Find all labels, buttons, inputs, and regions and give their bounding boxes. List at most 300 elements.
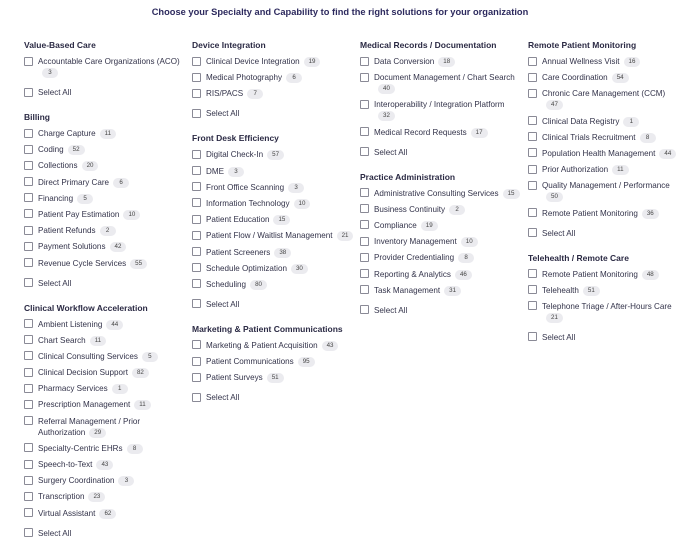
select-all-label: Select All [374, 305, 408, 315]
count-badge: 16 [624, 57, 641, 67]
select-all-front-desk-efficiency[interactable] [192, 299, 354, 310]
option-text: Chart Search [38, 335, 86, 345]
filter-group-title: Medical Records / Documentation [360, 40, 497, 50]
count-badge: 11 [90, 336, 106, 346]
filter-option-label [542, 164, 629, 175]
column-2 [192, 40, 354, 417]
filter-option-marketing-patient-acquisition[interactable] [192, 340, 354, 351]
filter-group-clinical-workflow-acceleration [24, 303, 184, 537]
option-text: Referral Management / Prior Authorization [38, 416, 141, 437]
filter-option-telephone-triage-after-hours-care[interactable] [528, 301, 678, 323]
option-text: Business Continuity [374, 204, 446, 214]
count-badge: 5 [77, 194, 93, 204]
checkbox[interactable] [192, 263, 201, 272]
count-badge: 10 [294, 199, 311, 209]
option-text: Patient Surveys [206, 373, 263, 383]
count-badge: 20 [82, 161, 99, 171]
filter-option-charge-capture[interactable] [24, 128, 184, 139]
filter-option-label [38, 335, 106, 346]
filter-group-title: Clinical Workflow Acceleration [24, 302, 148, 313]
option-text: RIS/PACS [206, 89, 244, 99]
filter-option-document-management-chart-search[interactable] [360, 72, 522, 94]
select-all-medical-records-documentation[interactable] [360, 147, 522, 158]
select-all-label: Select All [206, 299, 240, 309]
option-text: Clinical Trials Recruitment [542, 132, 636, 142]
count-badge: 19 [421, 221, 438, 231]
checkbox[interactable] [192, 182, 201, 191]
filter-option-specialty-centric-ehrs[interactable] [24, 443, 184, 454]
filter-option-telehealth[interactable] [528, 285, 678, 296]
filter-option-label [38, 475, 134, 486]
option-text: Patient Screeners [206, 247, 271, 257]
checkbox[interactable] [528, 269, 537, 278]
filter-option-label [38, 367, 149, 378]
checkbox[interactable] [360, 73, 369, 82]
checkbox[interactable] [192, 89, 201, 98]
checkbox[interactable] [24, 319, 33, 328]
count-badge: 1 [623, 117, 639, 127]
checkbox[interactable] [528, 148, 537, 157]
checkbox[interactable] [528, 57, 537, 66]
filter-option-label [206, 149, 284, 160]
filter-option-referral-management-prior-authorization[interactable] [24, 416, 184, 438]
filter-option-chart-search[interactable] [24, 335, 184, 346]
checkbox[interactable] [24, 508, 33, 517]
option-text: Clinical Device Integration [206, 57, 300, 66]
filter-option-population-health-management[interactable] [528, 148, 678, 159]
filter-option-label [206, 88, 263, 99]
option-text: Telephone Triage / After-Hours Care [542, 301, 672, 311]
checkbox[interactable] [528, 285, 537, 294]
checkbox[interactable] [360, 188, 369, 197]
filter-option-patient-flow-waitlist-management[interactable] [192, 230, 354, 241]
filter-group-title: Remote Patient Monitoring [528, 40, 637, 50]
filter-group-medical-records-documentation [360, 40, 522, 158]
count-badge: 6 [286, 73, 302, 83]
filter-option-coding[interactable] [24, 144, 184, 155]
filter-option-prescription-management[interactable] [24, 399, 184, 410]
filter-option-task-management[interactable] [360, 285, 522, 296]
checkbox[interactable] [24, 129, 33, 138]
select-all-label: Select All [38, 528, 72, 537]
checkbox[interactable] [24, 88, 33, 97]
checkbox[interactable] [24, 528, 33, 537]
count-badge: 11 [100, 129, 116, 139]
checkbox[interactable] [192, 340, 201, 349]
checkbox[interactable] [360, 269, 369, 278]
option-text: Reporting & Analytics [374, 269, 451, 279]
option-text: Transcription [38, 492, 85, 502]
filter-option-patient-surveys[interactable] [192, 372, 354, 383]
filter-option-label [374, 99, 522, 121]
filter-option-label [38, 319, 123, 330]
option-text: Front Office Scanning [206, 182, 285, 192]
checkbox[interactable] [192, 231, 201, 240]
count-badge: 5 [142, 352, 158, 362]
checkbox[interactable] [528, 73, 537, 82]
filter-option-label [38, 209, 140, 220]
checkbox[interactable] [360, 127, 369, 136]
filter-option-label [38, 491, 105, 502]
checkbox[interactable] [528, 132, 537, 141]
count-badge: 52 [68, 145, 85, 155]
filter-option-label [38, 225, 116, 236]
checkbox[interactable] [192, 357, 201, 366]
filter-option-label [542, 301, 678, 323]
count-badge: 48 [642, 270, 659, 280]
checkbox[interactable] [360, 147, 369, 156]
count-badge: 44 [106, 320, 123, 330]
filter-option-patient-pay-estimation[interactable] [24, 209, 184, 220]
option-text: Medical Record Requests [374, 127, 467, 137]
filter-option-label [38, 399, 151, 410]
checkbox[interactable] [360, 100, 369, 109]
option-text: Payment Solutions [38, 242, 106, 252]
count-badge: 2 [100, 226, 116, 236]
option-text: Information Technology [206, 198, 290, 208]
option-text: Remote Patient Monitoring [542, 269, 638, 279]
option-text: Pharmacy Services [38, 384, 108, 394]
count-badge: 15 [273, 215, 290, 225]
count-badge: 55 [130, 259, 147, 269]
checkbox[interactable] [192, 279, 201, 288]
option-text: Compliance [374, 220, 417, 230]
page-title: Choose your Specialty and Capability to find the right solutions for your organization [151, 7, 529, 17]
filter-option-clinical-trials-recruitment[interactable] [528, 132, 678, 143]
checkbox[interactable] [360, 204, 369, 213]
count-badge: 44 [659, 149, 676, 159]
filter-group-practice-administration [360, 172, 522, 316]
checkbox[interactable] [24, 460, 33, 469]
count-badge: 19 [304, 57, 321, 67]
filter-option-label [374, 188, 520, 199]
select-all-label: Select All [542, 332, 576, 342]
filter-option-patient-screeners[interactable] [192, 247, 354, 258]
filter-option-administrative-consulting-services[interactable] [360, 188, 522, 199]
filter-option-label [38, 383, 128, 394]
select-all-remote-patient-monitoring[interactable] [528, 228, 678, 239]
option-text: Chronic Care Management (CCM) [542, 89, 666, 99]
select-all-practice-administration[interactable] [360, 305, 522, 316]
select-all-label: Select All [38, 88, 72, 97]
filter-option-payment-solutions[interactable] [24, 241, 184, 252]
column-1 [24, 40, 184, 537]
checkbox[interactable] [192, 247, 201, 256]
filter-option-label [38, 443, 143, 454]
checkbox[interactable] [528, 89, 537, 98]
filter-option-label [38, 241, 126, 252]
option-text: Schedule Optimization [206, 263, 287, 273]
filter-option-label [206, 166, 244, 177]
option-text: Annual Wellness Visit [542, 57, 620, 66]
filter-option-label [38, 160, 98, 171]
checkbox[interactable] [528, 208, 537, 217]
filter-option-annual-wellness-visit[interactable] [528, 56, 678, 67]
filter-option-label [206, 56, 320, 67]
count-badge: 21 [546, 313, 563, 323]
checkbox[interactable] [192, 198, 201, 207]
filter-option-front-office-scanning[interactable] [192, 182, 354, 193]
checkbox[interactable] [24, 226, 33, 235]
filter-option-schedule-optimization[interactable] [192, 263, 354, 274]
checkbox[interactable] [528, 301, 537, 310]
filter-option-label [38, 459, 113, 470]
checkbox[interactable] [24, 57, 33, 66]
filter-option-label [38, 193, 93, 204]
filter-option-label [206, 72, 302, 83]
filter-option-information-technology[interactable] [192, 198, 354, 209]
filter-option-provider-credentialing[interactable] [360, 252, 522, 263]
column-3 [360, 40, 522, 330]
filter-option-label [206, 198, 310, 209]
filter-option-label [206, 182, 304, 193]
option-text: Provider Credentialing [374, 253, 455, 263]
count-badge: 47 [546, 100, 563, 110]
count-badge: 11 [612, 165, 628, 175]
filter-option-label [542, 132, 656, 143]
filter-group-device-integration [192, 40, 354, 119]
filter-option-care-coordination[interactable] [528, 72, 678, 83]
count-badge: 8 [127, 444, 143, 454]
checkbox[interactable] [24, 193, 33, 202]
filter-option-label [38, 258, 147, 269]
filter-option-label [542, 285, 600, 296]
filter-option-virtual-assistant[interactable] [24, 508, 184, 519]
checkbox[interactable] [24, 335, 33, 344]
count-badge: 29 [89, 428, 106, 438]
filter-option-inventory-management[interactable] [360, 236, 522, 247]
filter-option-label [374, 285, 461, 296]
filter-option-patient-refunds[interactable] [24, 225, 184, 236]
checkbox[interactable] [24, 492, 33, 501]
checkbox[interactable] [24, 209, 33, 218]
checkbox[interactable] [24, 161, 33, 170]
filter-option-label [38, 177, 129, 188]
checkbox[interactable] [192, 215, 201, 224]
select-all-billing[interactable] [24, 278, 184, 289]
option-text: Patient Communications [206, 357, 294, 367]
checkbox[interactable] [528, 181, 537, 190]
option-text: Accountable Care Organizations (ACO) [38, 57, 180, 66]
filter-option-surgery-coordination[interactable] [24, 475, 184, 486]
option-text: Prescription Management [38, 400, 131, 410]
filter-option-interoperability-integration-platform[interactable] [360, 99, 522, 121]
filter-option-label [542, 180, 678, 202]
checkbox[interactable] [360, 237, 369, 246]
checkbox[interactable] [360, 220, 369, 229]
filter-option-ambient-listening[interactable] [24, 319, 184, 330]
checkbox[interactable] [24, 416, 33, 425]
filter-option-label [374, 236, 478, 247]
checkbox[interactable] [24, 384, 33, 393]
select-all-value-based-care[interactable] [24, 87, 184, 98]
filter-option-patient-communications[interactable] [192, 356, 354, 367]
count-badge: 38 [274, 248, 291, 258]
checkbox[interactable] [24, 145, 33, 154]
filter-group-title: Practice Administration [360, 171, 456, 182]
checkbox[interactable] [24, 258, 33, 267]
count-badge: 7 [247, 89, 263, 99]
filter-option-pharmacy-services[interactable] [24, 383, 184, 394]
filter-option-collections[interactable] [24, 160, 184, 171]
filter-option-compliance[interactable] [360, 220, 522, 231]
filter-option-digital-check-in[interactable] [192, 149, 354, 160]
filter-option-dme[interactable] [192, 166, 354, 177]
count-badge: 8 [640, 133, 656, 143]
checkbox[interactable] [360, 57, 369, 66]
checkbox[interactable] [24, 351, 33, 360]
select-all-label: Select All [374, 147, 408, 157]
count-badge: 36 [642, 209, 659, 219]
count-badge: 10 [123, 210, 140, 220]
option-text: Direct Primary Care [38, 177, 110, 187]
filter-group-marketing-patient-communications [192, 324, 354, 403]
filter-group-front-desk-efficiency [192, 133, 354, 310]
checkbox[interactable] [24, 368, 33, 377]
option-text: Marketing & Patient Acquisition [206, 340, 318, 350]
filter-option-ris-pacs[interactable] [192, 88, 354, 99]
select-all-telehealth-remote-care[interactable] [528, 332, 678, 343]
filter-option-clinical-data-registry[interactable] [528, 116, 678, 127]
checkbox[interactable] [24, 242, 33, 251]
checkbox[interactable] [24, 278, 33, 287]
checkbox[interactable] [24, 476, 33, 485]
option-text: Revenue Cycle Services [38, 258, 127, 268]
count-badge: 3 [118, 476, 134, 486]
select-all-label: Select All [38, 278, 72, 288]
filter-option-label [542, 148, 676, 159]
count-badge: 51 [583, 286, 600, 296]
filter-option-label [206, 214, 290, 225]
checkbox[interactable] [360, 285, 369, 294]
count-badge: 54 [612, 73, 629, 83]
checkbox[interactable] [24, 177, 33, 186]
filter-option-clinical-consulting-services[interactable] [24, 351, 184, 362]
column-4 [528, 40, 678, 357]
option-text: Clinical Decision Support [38, 368, 128, 378]
filter-option-label [374, 204, 465, 215]
option-text: Patient Flow / Waitlist Management [206, 231, 333, 241]
checkbox[interactable] [528, 165, 537, 174]
option-text: Inventory Management [374, 237, 457, 247]
option-text: Charge Capture [38, 129, 96, 138]
filter-option-transcription[interactable] [24, 491, 184, 502]
count-badge: 31 [444, 286, 461, 296]
checkbox[interactable] [24, 443, 33, 452]
option-text: Virtual Assistant [38, 508, 96, 518]
count-badge: 95 [298, 357, 315, 367]
count-badge: 42 [110, 242, 127, 252]
checkbox[interactable] [192, 73, 201, 82]
option-text: Task Management [374, 285, 441, 295]
filter-option-business-continuity[interactable] [360, 204, 522, 215]
option-text: Coding [38, 145, 64, 155]
checkbox[interactable] [360, 305, 369, 314]
select-all-marketing-patient-communications[interactable] [192, 392, 354, 403]
filter-option-medical-photography[interactable] [192, 72, 354, 83]
filter-option-medical-record-requests[interactable] [360, 127, 522, 138]
checkbox[interactable] [24, 400, 33, 409]
checkbox[interactable] [360, 253, 369, 262]
filter-option-revenue-cycle-services[interactable] [24, 258, 184, 269]
checkbox[interactable] [192, 373, 201, 382]
filter-group-title: Billing [24, 112, 50, 122]
filter-option-remote-patient-monitoring[interactable] [528, 208, 678, 219]
filter-option-label [38, 144, 85, 155]
count-badge: 82 [132, 368, 149, 378]
checkbox[interactable] [528, 116, 537, 125]
filter-option-label [542, 116, 639, 127]
checkbox[interactable] [192, 166, 201, 175]
filter-option-chronic-care-management-ccm[interactable] [528, 88, 678, 110]
checkbox[interactable] [528, 332, 537, 341]
checkbox[interactable] [192, 150, 201, 159]
checkbox[interactable] [192, 109, 201, 118]
filter-option-quality-management-performance[interactable] [528, 180, 678, 202]
checkbox[interactable] [528, 228, 537, 237]
filter-option-label [374, 252, 474, 263]
count-badge: 43 [322, 341, 339, 351]
filter-option-label [206, 340, 338, 351]
option-text: Data Conversion [374, 57, 435, 66]
filter-option-accountable-care-organizations-aco[interactable] [24, 56, 184, 78]
option-text: Remote Patient Monitoring [542, 208, 638, 218]
select-all-device-integration[interactable] [192, 108, 354, 119]
filter-option-speech-to-text[interactable] [24, 459, 184, 470]
filter-option-label [38, 508, 116, 519]
filter-option-label [542, 72, 629, 83]
count-badge: 40 [378, 84, 395, 94]
filter-option-label [38, 416, 184, 438]
filter-option-clinical-decision-support[interactable] [24, 367, 184, 378]
option-text: Interoperability / Integration Platform [374, 100, 505, 110]
filter-option-scheduling[interactable] [192, 279, 354, 290]
filter-option-direct-primary-care[interactable] [24, 177, 184, 188]
filter-option-remote-patient-monitoring[interactable] [528, 269, 678, 280]
filter-option-data-conversion[interactable] [360, 56, 522, 67]
filter-option-label [206, 372, 284, 383]
count-badge: 3 [228, 167, 244, 177]
count-badge: 3 [288, 183, 304, 193]
filter-option-reporting-analytics[interactable] [360, 269, 522, 280]
select-all-label: Select All [206, 109, 240, 119]
option-text: Medical Photography [206, 73, 283, 83]
filter-group-telehealth-remote-care [528, 253, 678, 343]
select-all-clinical-workflow-acceleration[interactable] [24, 528, 184, 537]
count-badge: 43 [96, 460, 113, 470]
option-text: Prior Authorization [542, 165, 609, 175]
filter-group-billing [24, 112, 184, 289]
count-badge: 18 [438, 57, 455, 67]
filter-option-financing[interactable] [24, 193, 184, 204]
option-text: DME [206, 166, 224, 176]
filter-option-clinical-device-integration[interactable] [192, 56, 354, 67]
checkbox[interactable] [192, 393, 201, 402]
filter-option-label [374, 56, 455, 67]
filter-option-label [374, 72, 522, 94]
filter-option-prior-authorization[interactable] [528, 164, 678, 175]
count-badge: 51 [267, 373, 284, 383]
checkbox[interactable] [192, 57, 201, 66]
filter-group-title: Front Desk Efficiency [192, 133, 279, 144]
filter-option-label [206, 279, 267, 290]
count-badge: 46 [455, 270, 472, 280]
checkbox[interactable] [192, 299, 201, 308]
filter-option-patient-education[interactable] [192, 214, 354, 225]
count-badge: 80 [250, 280, 267, 290]
option-text: Document Management / Chart Search [374, 73, 515, 83]
option-text: Digital Check-In [206, 150, 264, 160]
